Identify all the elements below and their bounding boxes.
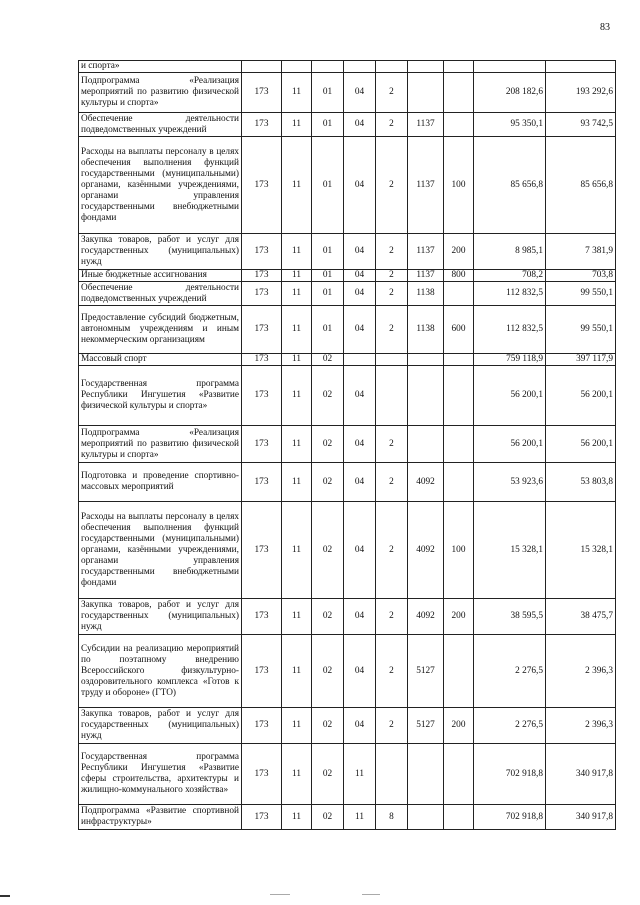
row-name-cell: Обеспечение деятельности подведомственных учреждений — [79, 113, 242, 137]
cell-c5: 8 — [376, 805, 408, 830]
cell-c1: 173 — [242, 306, 282, 354]
table-row — [79, 708, 616, 744]
cell-c1: 173 — [242, 137, 282, 234]
cell-v1: 2 276,5 — [474, 635, 546, 708]
cell-c7 — [444, 426, 474, 463]
cell-c3: 02 — [312, 708, 344, 744]
cell-c1: 173 — [242, 635, 282, 708]
cell-c5: 2 — [376, 270, 408, 282]
cell-c4: 04 — [344, 502, 376, 599]
cell-c1: 173 — [242, 234, 282, 270]
cell-c2: 11 — [282, 502, 312, 599]
table-row — [79, 73, 616, 113]
cell-c3: 02 — [312, 635, 344, 708]
cell-c1: 173 — [242, 599, 282, 635]
cell-c7 — [444, 635, 474, 708]
cell-c6: 5127 — [408, 708, 444, 744]
table-row — [79, 366, 616, 426]
cell-c5 — [376, 366, 408, 426]
cell-c5 — [376, 354, 408, 366]
table-row — [79, 282, 616, 306]
table-row — [79, 61, 616, 73]
cell-c6: 1137 — [408, 234, 444, 270]
cell-v2: 93 742,5 — [546, 113, 616, 137]
cell-c7: 200 — [444, 708, 474, 744]
cell-c5: 2 — [376, 599, 408, 635]
cell-c1: 173 — [242, 73, 282, 113]
table-row — [79, 306, 616, 354]
cell-c2: 11 — [282, 270, 312, 282]
cell-c6: 1137 — [408, 137, 444, 234]
cell-c6 — [408, 805, 444, 830]
cell-c3: 01 — [312, 306, 344, 354]
cell-v2: 53 803,8 — [546, 463, 616, 502]
row-name-cell: Государственная программа Республики Ингушетия «Развитие сферы строительства, архитектуры и жилищно-коммунального хозяйства» — [79, 744, 242, 805]
cell-c4: 04 — [344, 282, 376, 306]
scan-artifact — [270, 894, 290, 895]
cell-c3: 01 — [312, 113, 344, 137]
cell-c4: 04 — [344, 366, 376, 426]
cell-c6: 4092 — [408, 463, 444, 502]
cell-c1 — [242, 61, 282, 73]
cell-v1: 15 328,1 — [474, 502, 546, 599]
cell-c2: 11 — [282, 426, 312, 463]
cell-c2: 11 — [282, 354, 312, 366]
cell-c4: 04 — [344, 635, 376, 708]
cell-v1: 208 182,6 — [474, 73, 546, 113]
page-number: 83 — [600, 22, 610, 33]
cell-c6: 1138 — [408, 282, 444, 306]
cell-v2: 340 917,8 — [546, 805, 616, 830]
cell-c4: 04 — [344, 306, 376, 354]
table-row — [79, 635, 616, 708]
cell-v2: 340 917,8 — [546, 744, 616, 805]
cell-c5: 2 — [376, 73, 408, 113]
cell-c1: 173 — [242, 366, 282, 426]
cell-c7: 800 — [444, 270, 474, 282]
cell-c2: 11 — [282, 635, 312, 708]
cell-v2: 2 396,3 — [546, 708, 616, 744]
cell-c6: 1137 — [408, 270, 444, 282]
cell-c7 — [444, 113, 474, 137]
cell-c1: 173 — [242, 113, 282, 137]
cell-c4: 04 — [344, 270, 376, 282]
cell-c2: 11 — [282, 599, 312, 635]
cell-v1: 8 985,1 — [474, 234, 546, 270]
cell-c5: 2 — [376, 113, 408, 137]
cell-v2: 38 475,7 — [546, 599, 616, 635]
cell-c1: 173 — [242, 354, 282, 366]
cell-c2: 11 — [282, 463, 312, 502]
cell-c6 — [408, 744, 444, 805]
cell-c5: 2 — [376, 463, 408, 502]
table-row — [79, 426, 616, 463]
cell-c7 — [444, 73, 474, 113]
cell-c5: 2 — [376, 635, 408, 708]
table-row — [79, 805, 616, 830]
cell-c2: 11 — [282, 805, 312, 830]
cell-c1: 173 — [242, 708, 282, 744]
scan-edge-mark — [0, 895, 10, 897]
cell-c3: 02 — [312, 805, 344, 830]
cell-c3: 02 — [312, 426, 344, 463]
cell-v1: 56 200,1 — [474, 366, 546, 426]
cell-v1: 112 832,5 — [474, 306, 546, 354]
row-name-cell: Массовый спорт — [79, 354, 242, 366]
cell-c4: 04 — [344, 708, 376, 744]
cell-v2: 7 381,9 — [546, 234, 616, 270]
cell-v1: 702 918,8 — [474, 744, 546, 805]
cell-v1: 95 350,1 — [474, 113, 546, 137]
cell-c2: 11 — [282, 366, 312, 426]
cell-c7: 100 — [444, 137, 474, 234]
cell-c5 — [376, 61, 408, 73]
cell-c4: 04 — [344, 426, 376, 463]
cell-c2 — [282, 61, 312, 73]
row-name-cell: Подпрограмма «Реализация мероприятий по развитию физической культуры и спорта» — [79, 426, 242, 463]
cell-c2: 11 — [282, 708, 312, 744]
cell-c3 — [312, 61, 344, 73]
cell-c6 — [408, 426, 444, 463]
cell-c7 — [444, 354, 474, 366]
cell-c4: 04 — [344, 599, 376, 635]
cell-c6: 1137 — [408, 113, 444, 137]
cell-c6 — [408, 61, 444, 73]
cell-c5: 2 — [376, 137, 408, 234]
cell-c2: 11 — [282, 137, 312, 234]
cell-c1: 173 — [242, 502, 282, 599]
cell-c3: 01 — [312, 137, 344, 234]
cell-v1: 2 276,5 — [474, 708, 546, 744]
cell-c6 — [408, 73, 444, 113]
cell-c3: 02 — [312, 502, 344, 599]
cell-c2: 11 — [282, 73, 312, 113]
row-name-cell: Субсидии на реализацию мероприятий по поэтапному внедрению Всероссийского физкультурно-оздоровительного комплекса «Готов к труду и обороне» (ГТО) — [79, 635, 242, 708]
cell-c1: 173 — [242, 744, 282, 805]
row-name-cell: Государственная программа Республики Ингушетия «Развитие физической культуры и спорта» — [79, 366, 242, 426]
cell-c3: 02 — [312, 599, 344, 635]
cell-v2: 15 328,1 — [546, 502, 616, 599]
cell-c6: 4092 — [408, 502, 444, 599]
cell-c7 — [444, 282, 474, 306]
cell-c7 — [444, 463, 474, 502]
cell-c1: 173 — [242, 426, 282, 463]
cell-c5: 2 — [376, 282, 408, 306]
cell-c5: 2 — [376, 708, 408, 744]
cell-c4 — [344, 61, 376, 73]
cell-c4: 04 — [344, 234, 376, 270]
cell-c7 — [444, 366, 474, 426]
cell-v2: 99 550,1 — [546, 282, 616, 306]
cell-c4: 04 — [344, 73, 376, 113]
cell-c3: 01 — [312, 282, 344, 306]
cell-c3: 01 — [312, 270, 344, 282]
cell-v2: 2 396,3 — [546, 635, 616, 708]
cell-c5: 2 — [376, 502, 408, 599]
cell-c7 — [444, 744, 474, 805]
table-row — [79, 463, 616, 502]
cell-c1: 173 — [242, 805, 282, 830]
cell-v1: 702 918,8 — [474, 805, 546, 830]
cell-c6 — [408, 366, 444, 426]
cell-c4: 04 — [344, 137, 376, 234]
cell-c3: 02 — [312, 744, 344, 805]
row-name-cell: Расходы на выплаты персоналу в целях обеспечения выполнения функций государственными (муниципальными) органами, казёнными учреждениями, органами управления государственными внебюджетными фондами — [79, 502, 242, 599]
cell-c3: 02 — [312, 463, 344, 502]
cell-c2: 11 — [282, 113, 312, 137]
cell-v2: 99 550,1 — [546, 306, 616, 354]
cell-c6: 1138 — [408, 306, 444, 354]
cell-c3: 02 — [312, 366, 344, 426]
scan-artifact — [362, 894, 380, 895]
table-row — [79, 270, 616, 282]
row-name-cell: Обеспечение деятельности подведомственных учреждений — [79, 282, 242, 306]
cell-v1: 708,2 — [474, 270, 546, 282]
cell-v1: 53 923,6 — [474, 463, 546, 502]
cell-c4: 04 — [344, 463, 376, 502]
cell-c2: 11 — [282, 234, 312, 270]
cell-v1: 759 118,9 — [474, 354, 546, 366]
table-row — [79, 744, 616, 805]
cell-c3: 01 — [312, 73, 344, 113]
cell-v2: 85 656,8 — [546, 137, 616, 234]
cell-c1: 173 — [242, 463, 282, 502]
cell-v2: 193 292,6 — [546, 73, 616, 113]
cell-c2: 11 — [282, 306, 312, 354]
row-name-cell: Закупка товаров, работ и услуг для государственных (муниципальных) нужд — [79, 708, 242, 744]
row-name-cell: Иные бюджетные ассигнования — [79, 270, 242, 282]
cell-c7: 600 — [444, 306, 474, 354]
table-row — [79, 113, 616, 137]
cell-c1: 173 — [242, 270, 282, 282]
cell-c7: 200 — [444, 234, 474, 270]
cell-c6 — [408, 354, 444, 366]
row-name-cell: Предоставление субсидий бюджетным, автономным учреждениям и иным некоммерческим организациям — [79, 306, 242, 354]
cell-v2 — [546, 61, 616, 73]
cell-c1: 173 — [242, 282, 282, 306]
cell-v1: 38 595,5 — [474, 599, 546, 635]
row-name-cell: Закупка товаров, работ и услуг для государственных (муниципальных) нужд — [79, 599, 242, 635]
cell-c4: 11 — [344, 744, 376, 805]
cell-v2: 56 200,1 — [546, 366, 616, 426]
table-row — [79, 354, 616, 366]
row-name-cell: Подпрограмма «Развитие спортивной инфраструктуры» — [79, 805, 242, 830]
row-name-cell: и спорта» — [79, 61, 242, 73]
cell-c6: 5127 — [408, 635, 444, 708]
row-name-cell: Подготовка и проведение спортивно-массовых мероприятий — [79, 463, 242, 502]
table-row — [79, 137, 616, 234]
cell-c5: 2 — [376, 234, 408, 270]
cell-v2: 56 200,1 — [546, 426, 616, 463]
cell-c5 — [376, 744, 408, 805]
cell-c2: 11 — [282, 744, 312, 805]
cell-v1 — [474, 61, 546, 73]
cell-c3: 02 — [312, 354, 344, 366]
cell-c7: 200 — [444, 599, 474, 635]
cell-c4: 11 — [344, 805, 376, 830]
row-name-cell: Подпрограмма «Реализация мероприятий по развитию физической культуры и спорта» — [79, 73, 242, 113]
table-row — [79, 599, 616, 635]
cell-c4: 04 — [344, 113, 376, 137]
row-name-cell: Расходы на выплаты персоналу в целях обеспечения выполнения функций государственными (муниципальными) органами, казёнными учреждениями, органами управления государственными внебюджетными фондами — [79, 137, 242, 234]
cell-c7 — [444, 61, 474, 73]
row-name-cell: Закупка товаров, работ и услуг для государственных (муниципальных) нужд — [79, 234, 242, 270]
cell-c2: 11 — [282, 282, 312, 306]
budget-table — [78, 60, 616, 830]
cell-c7: 100 — [444, 502, 474, 599]
cell-c7 — [444, 805, 474, 830]
cell-v2: 703,8 — [546, 270, 616, 282]
cell-c6: 4092 — [408, 599, 444, 635]
cell-v2: 397 117,9 — [546, 354, 616, 366]
cell-v1: 112 832,5 — [474, 282, 546, 306]
cell-c5: 2 — [376, 306, 408, 354]
cell-c4 — [344, 354, 376, 366]
cell-v1: 85 656,8 — [474, 137, 546, 234]
cell-c3: 01 — [312, 234, 344, 270]
cell-v1: 56 200,1 — [474, 426, 546, 463]
cell-c5: 2 — [376, 426, 408, 463]
table-row — [79, 234, 616, 270]
table-row — [79, 502, 616, 599]
